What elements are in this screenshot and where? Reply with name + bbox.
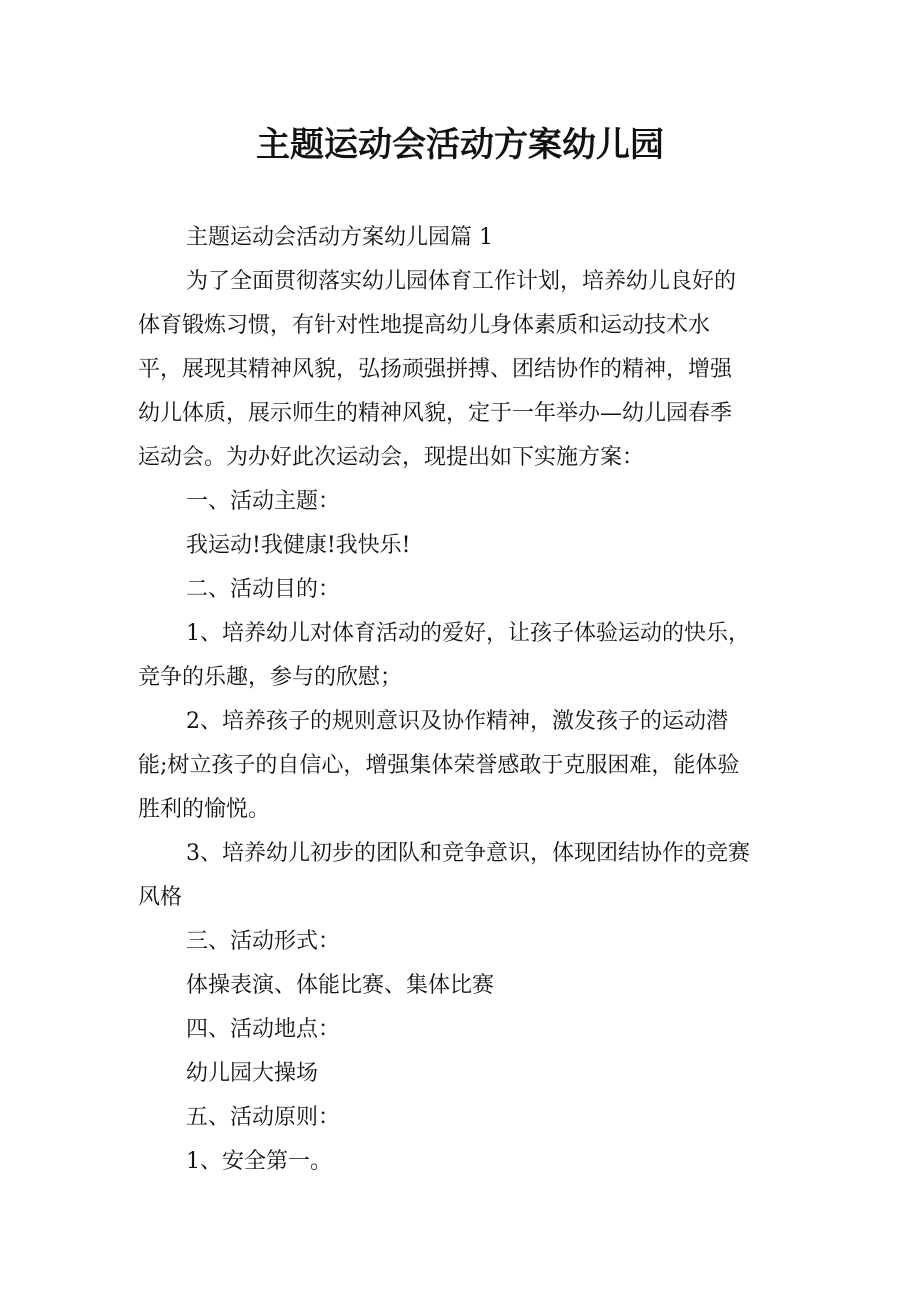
paragraph-purpose-1 [138,612,782,700]
paragraph-line: 风格 [138,885,183,910]
paragraph-line: 平，展现其精神风貌，弘扬顽强拼搏、团结协作的精神，增强 [138,357,733,382]
paragraph-line: 体操表演、体能比赛、集体比赛 [186,973,495,998]
heading-principles [138,1096,782,1140]
paragraph-location [138,1052,782,1096]
paragraph-theme [138,524,782,568]
document-title: 主题运动会活动方案幼儿园 [256,125,664,165]
paragraph-intro [138,260,782,480]
paragraph-line: 一、活动主题： [186,489,341,514]
paragraph-principle-1 [138,1140,782,1184]
heading-purpose [138,568,782,612]
paragraph-line: 五、活动原则： [186,1105,341,1130]
paragraph-line: 我运动!我健康!我快乐! [186,533,411,558]
paragraph-line: 能;树立孩子的自信心，增强集体荣誉感敢于克服困难，能体验 [138,753,740,778]
paragraph-line: 运动会。为办好此次运动会，现提出如下实施方案： [138,445,645,470]
heading-form [138,920,782,964]
paragraph-line: 1、安全第一。 [186,1149,332,1174]
paragraph-line: 四、活动地点： [186,1017,341,1042]
paragraph-line: 竞争的乐趣，参与的欣慰； [138,665,403,690]
document-body [138,216,782,1184]
paragraph-line: 3、培养幼儿初步的团队和竞争意识，体现团结协作的竞赛 [186,841,750,866]
paragraph-line: 主题运动会活动方案幼儿园篇 1 [186,225,493,250]
paragraph-line: 三、活动形式： [186,929,341,954]
paragraph-line: 体育锻炼习惯，有针对性地提高幼儿身体素质和运动技术水 [138,313,711,338]
paragraph-line: 1、培养幼儿对体育活动的爱好，让孩子体验运动的快乐， [186,621,750,646]
paragraph-line: 为了全面贯彻落实幼儿园体育工作计划，培养幼儿良好的 [186,269,737,294]
paragraph-line: 胜利的愉悦。 [138,797,271,822]
paragraph-section-heading [138,216,782,260]
paragraph-purpose-2 [138,700,782,832]
paragraph-purpose-3 [138,832,782,920]
paragraph-form [138,964,782,1008]
paragraph-line: 二、活动目的： [186,577,341,602]
heading-location [138,1008,782,1052]
paragraph-line: 幼儿体质，展示师生的精神风貌，定于一年举办—幼儿园春季 [138,401,733,426]
paragraph-line: 幼儿园大操场 [186,1061,319,1086]
paragraph-line: 2、培养孩子的规则意识及协作精神，激发孩子的运动潜 [186,709,728,734]
heading-theme [138,480,782,524]
